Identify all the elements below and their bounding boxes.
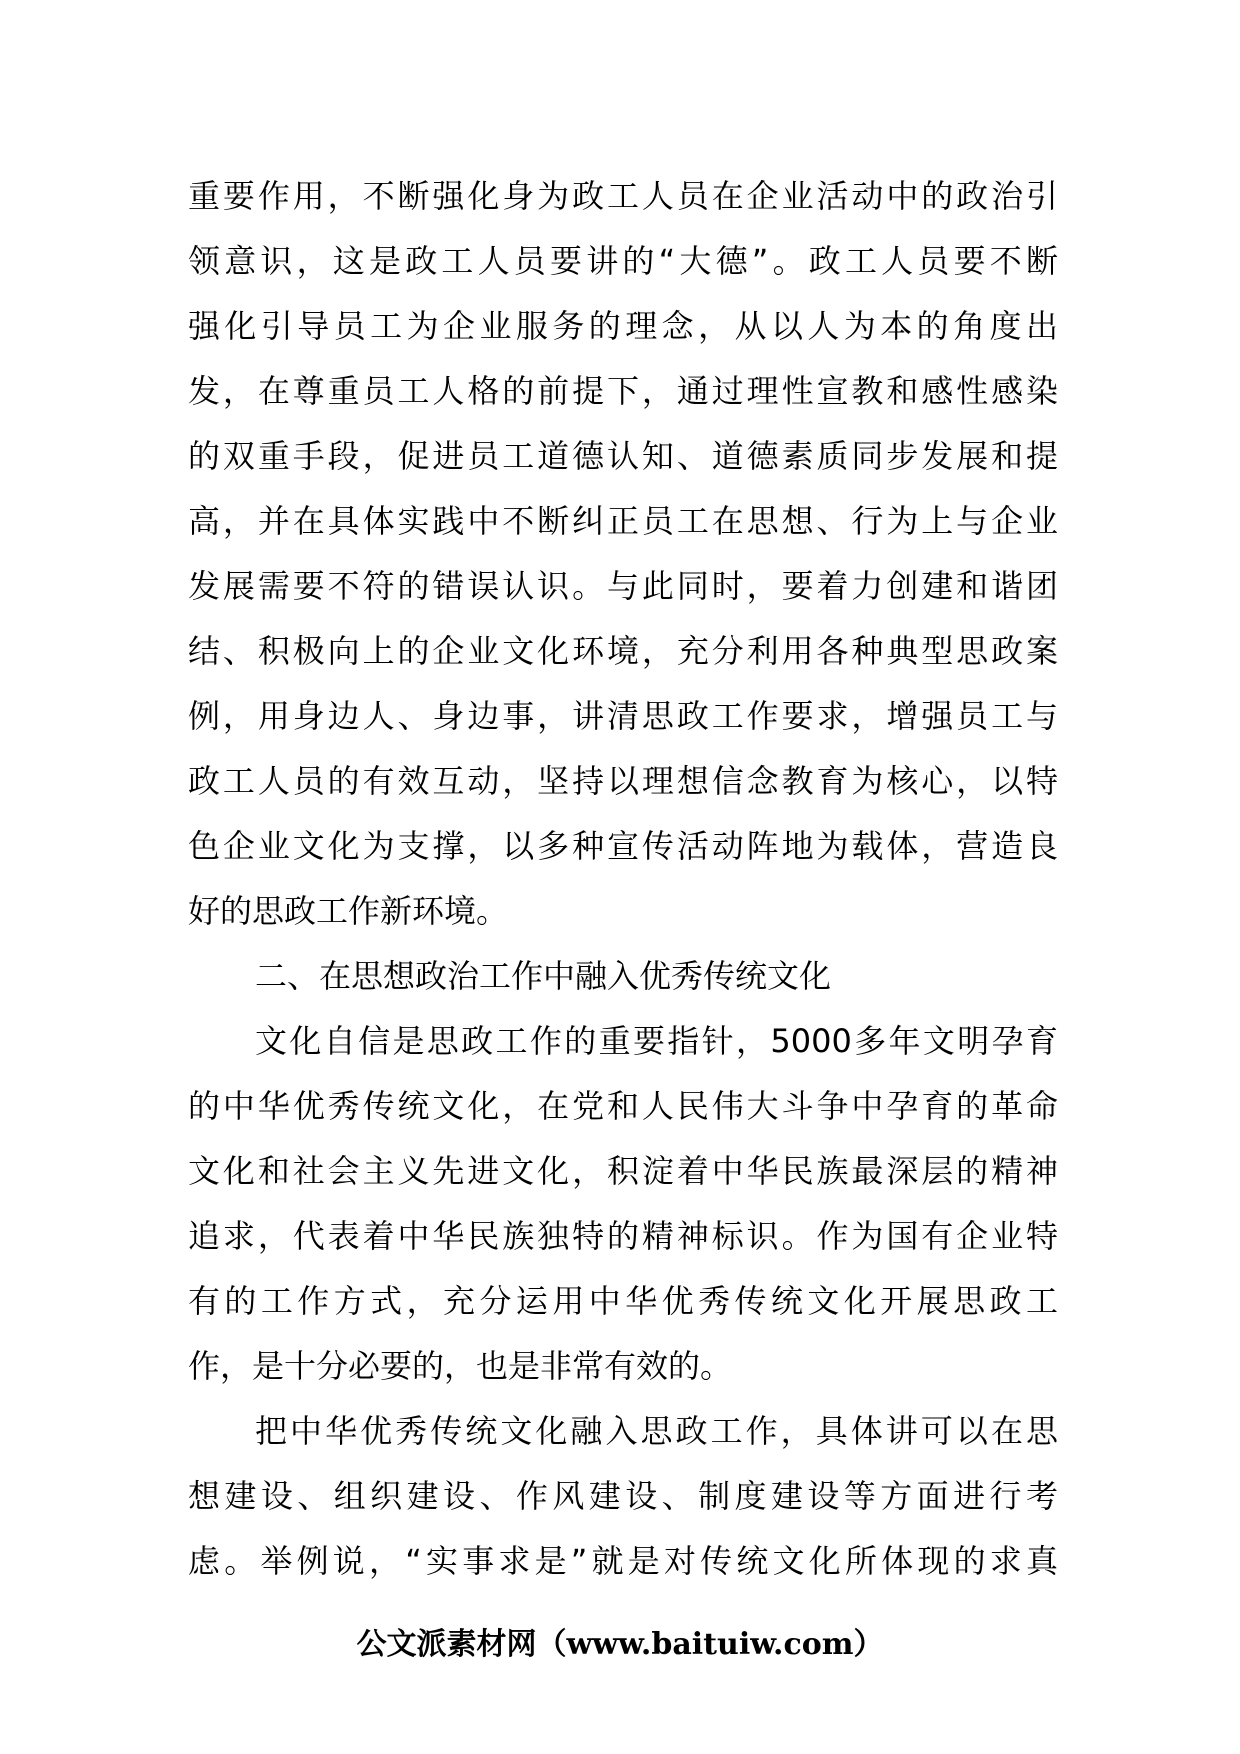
text-line-5: 的双重手段，促进员工道德认知、道德素质同步发展和提 bbox=[188, 437, 1058, 475]
footer-watermark: 公文派素材网（www.baituiw.com） bbox=[356, 1627, 884, 1662]
text-line-15: 的中华优秀传统文化，在党和人民伟大斗争中孕育的革命 bbox=[188, 1087, 1058, 1125]
text-line-9: 例，用身边人、身边事，讲清思政工作要求，增强员工与 bbox=[188, 697, 1058, 735]
section-heading: 二、在思想政治工作中融入优秀传统文化 bbox=[255, 957, 832, 995]
text-line-14: 文化自信是思政工作的重要指针，5000多年文明孕育 bbox=[255, 1022, 1058, 1060]
text-line-16: 文化和社会主义先进文化，积淀着中华民族最深层的精神 bbox=[188, 1152, 1058, 1190]
text-line-11: 色企业文化为支撑，以多种宣传活动阵地为载体，营造良 bbox=[188, 827, 1058, 865]
text-line-21: 想建设、组织建设、作风建设、制度建设等方面进行考 bbox=[188, 1477, 1058, 1515]
text-line-6: 高，并在具体实践中不断纠正员工在思想、行为上与企业 bbox=[188, 502, 1058, 540]
document-body bbox=[188, 164, 1058, 1594]
text-line-12: 好的思政工作新环境。 bbox=[188, 892, 509, 930]
text-line-20: 把中华优秀传统文化融入思政工作，具体讲可以在思 bbox=[255, 1412, 1058, 1450]
text-line-18: 有的工作方式，充分运用中华优秀传统文化开展思政工 bbox=[188, 1282, 1058, 1320]
text-line-22: 虑。举例说，“实事求是”就是对传统文化所体现的求真 bbox=[188, 1542, 1058, 1580]
text-line-2: 领意识，这是政工人员要讲的“大德”。政工人员要不断 bbox=[188, 242, 1058, 280]
text-line-17: 追求，代表着中华民族独特的精神标识。作为国有企业特 bbox=[188, 1217, 1058, 1255]
text-line-3: 强化引导员工为企业服务的理念，从以人为本的角度出 bbox=[188, 307, 1058, 345]
text-line-1: 重要作用，不断强化身为政工人员在企业活动中的政治引 bbox=[188, 177, 1058, 215]
text-line-8: 结、积极向上的企业文化环境，充分利用各种典型思政案 bbox=[188, 632, 1058, 670]
text-line-19: 作，是十分必要的，也是非常有效的。 bbox=[188, 1347, 733, 1385]
text-line-7: 发展需要不符的错误认识。与此同时，要着力创建和谐团 bbox=[188, 567, 1058, 605]
text-line-4: 发，在尊重员工人格的前提下，通过理性宣教和感性感染 bbox=[188, 372, 1058, 410]
text-line-10: 政工人员的有效互动，坚持以理想信念教育为核心，以特 bbox=[188, 762, 1058, 800]
